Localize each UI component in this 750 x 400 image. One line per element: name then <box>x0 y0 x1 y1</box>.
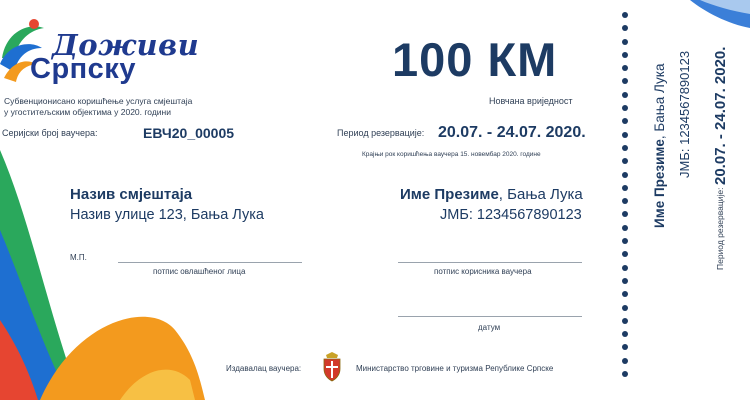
usage-deadline: Крајњи рок коришћења ваучера 15. новембар 2020. године <box>362 151 541 158</box>
coat-of-arms-icon <box>320 352 344 382</box>
serial-label: Серијски број ваучера: <box>2 128 98 138</box>
subsidy-line-2: у угоститељским објектима у 2020. години <box>4 107 171 118</box>
voucher-amount: 100 КМ <box>392 33 558 86</box>
serial-number: ЕВЧ20_00005 <box>143 125 235 141</box>
stub-holder-name-bold: Име Презиме <box>652 139 667 228</box>
mp-label: М.П. <box>70 253 87 262</box>
issuer-name: Министарство трговине и туризма Републике Српске <box>356 364 554 373</box>
perforation-line <box>620 12 630 394</box>
amount-caption: Новчана вриједност <box>489 96 573 106</box>
accommodation-address: Назив улице 123, Бања Лука <box>70 207 264 223</box>
user-signature-line <box>398 262 582 263</box>
authorized-signature-caption: потпис овлашћеног лица <box>153 267 246 276</box>
holder-block <box>400 186 583 203</box>
stub-holder-name <box>652 64 667 229</box>
accommodation-name: Назив смјештаја <box>70 186 193 203</box>
holder-city: , Бања Лука <box>498 186 583 203</box>
holder-jmb: ЈМБ: 1234567890123 <box>440 207 582 223</box>
stub-holder-city: , Бања Лука <box>652 63 667 140</box>
issuer-label: Издавалац ваучера: <box>226 364 302 373</box>
date-line <box>398 316 582 317</box>
reservation-label: Период резервације: <box>337 128 425 138</box>
subsidy-line-1: Субвенционисано коришћење услуга смјештаја <box>4 96 193 106</box>
user-signature-caption: потпис корисника ваучера <box>434 267 532 276</box>
holder-name: Име Презиме <box>400 186 499 203</box>
logo-text-main: Српску <box>30 53 136 85</box>
authorized-signature-line <box>118 262 302 263</box>
stub-holder-jmb: ЈМБ: 1234567890123 <box>677 50 692 178</box>
date-caption: датум <box>478 323 501 332</box>
reservation-dates: 20.07. - 24.07. 2020. <box>438 124 586 141</box>
stub-period-label: Период резервације: <box>715 187 725 270</box>
subsidy-text <box>4 96 192 119</box>
logo-text-script: Доживи <box>52 28 200 62</box>
stub-dates: 20.07. - 24.07. 2020. <box>712 46 729 185</box>
